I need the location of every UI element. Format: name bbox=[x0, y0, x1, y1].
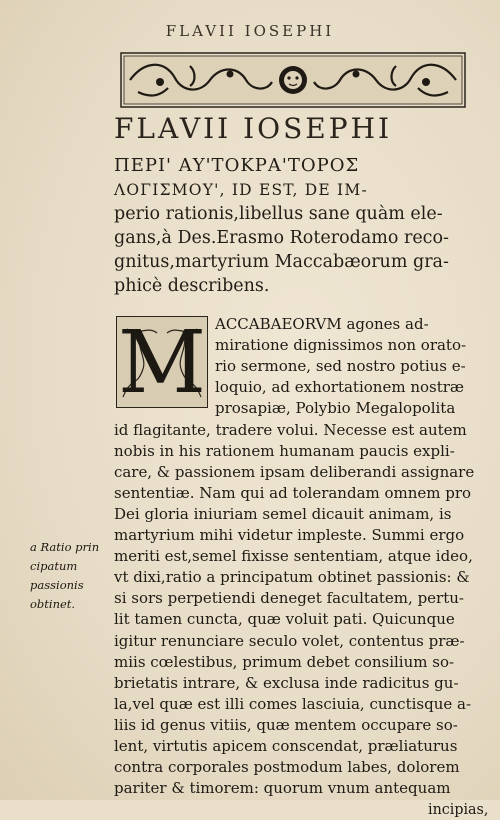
margin-note-line: passionis bbox=[30, 578, 84, 592]
body-line: contra corporales postmodum labes, dolorem bbox=[114, 758, 460, 777]
body-line: miis cœlestibus, primum debet consilium so- bbox=[114, 652, 455, 671]
body-line: sententiæ. Nam qui ad tolerandam omnem pro bbox=[114, 483, 472, 502]
body-line: rio sermone, sed nostro potius e- bbox=[215, 357, 466, 376]
body-line: lit tamen cuncta, quæ voluit pati. Quicunque bbox=[114, 610, 455, 629]
margin-note-line: a Ratio prin bbox=[30, 540, 100, 554]
body-line: care, & passionem ipsam deliberandi assignare bbox=[114, 462, 475, 481]
subtitle-line: ΠΕΡΙ' ΑΥ'ΤΟΚΡΑ'ΤΟΡΟΣ bbox=[114, 155, 360, 176]
body-line: ACCABAEORVM agones ad- bbox=[215, 315, 429, 333]
body-line: vt dixi,ratio a principatum obtinet passionis: & bbox=[114, 568, 470, 587]
running-head: FLAVII IOSEPHI bbox=[165, 22, 335, 40]
body-line: incipias, bbox=[428, 800, 489, 819]
body-line: id flagitante, tradere volui. Necesse est autem bbox=[114, 420, 467, 439]
subtitle-line: gnitus,martyrium Maccabæorum gra- bbox=[114, 252, 449, 272]
body-line: prosapiæ, Polybio Megalopolita bbox=[215, 399, 456, 418]
body-line: lent, virtutis apicem conscendat, præliaturus bbox=[114, 737, 458, 755]
body-line: Dei gloria iniuriam semel dicauit animam, is bbox=[114, 504, 452, 523]
subtitle-line: gans,à Des.Erasmo Roterodamo reco- bbox=[114, 228, 449, 248]
subtitle-line: perio rationis,libellus sane quàm ele- bbox=[114, 204, 443, 224]
body-line: liis id genus vitiis, quæ mentem occupare so- bbox=[114, 715, 458, 734]
margin-note-line: cipatum bbox=[30, 559, 78, 573]
decorated-initial bbox=[116, 313, 208, 413]
initial-letter: M bbox=[117, 313, 207, 413]
body-line: martyrium mihi videtur impleste. Summi ergo bbox=[114, 526, 465, 544]
margin-note-line: obtinet. bbox=[30, 597, 76, 611]
floral-headpiece-ornament-icon bbox=[120, 52, 466, 108]
body-line: nobis in his rationem humanam paucis expli- bbox=[114, 441, 455, 460]
body-line: loquio, ad exhortationem nostræ bbox=[215, 378, 465, 397]
body-line: igitur renunciare seculo volet, contentus præ- bbox=[114, 631, 465, 650]
subtitle-line: phicè describens. bbox=[114, 276, 270, 296]
subtitle-line: ΛΟΓΙΣΜΟΥ', ID EST, DE IM- bbox=[114, 181, 368, 199]
body-line: brietatis intrare, & exclusa inde radicitus gu- bbox=[114, 673, 459, 692]
body-line: miratione dignissimos non orato- bbox=[215, 336, 467, 355]
body-line: meriti est,semel fixisse sententiam, atque ideo, bbox=[114, 547, 473, 566]
body-line: la,vel quæ est illi comes lasciuia, cunctisque a- bbox=[114, 694, 472, 713]
body-line: pariter & timorem: quorum vnum antequam bbox=[114, 779, 451, 798]
body-line: si sors perpetiendi deneget facultatem, pertu- bbox=[114, 589, 464, 608]
page-title: FLAVII IOSEPHI bbox=[114, 112, 393, 145]
